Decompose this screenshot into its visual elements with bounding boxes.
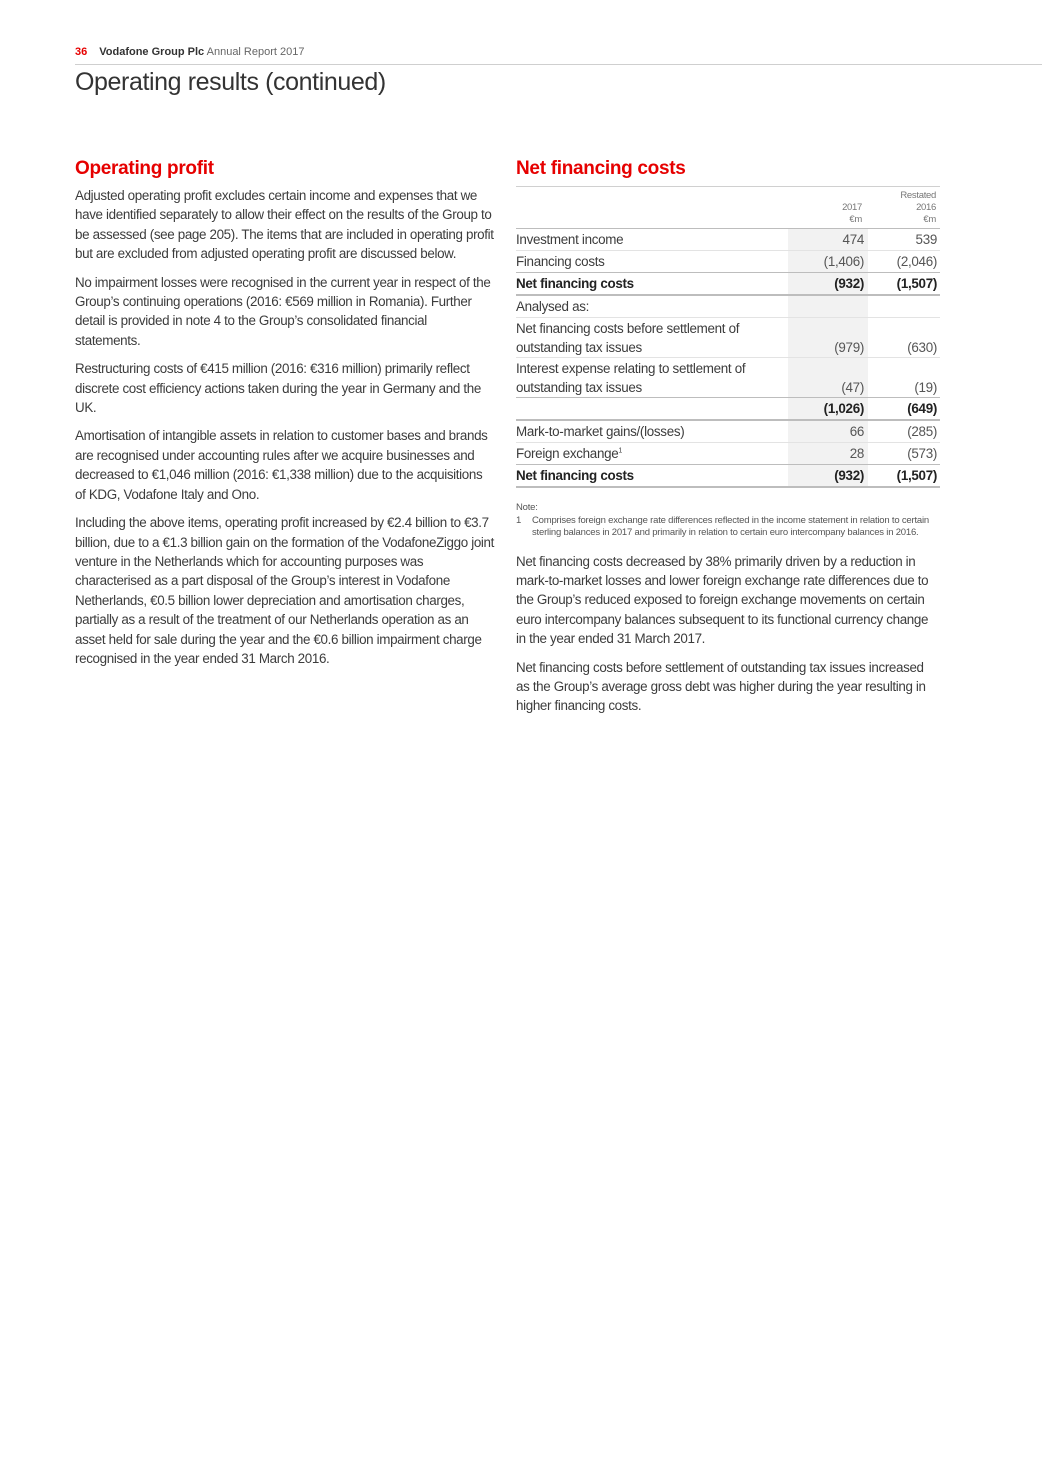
running-header (75, 46, 304, 58)
footnote (516, 515, 940, 540)
table-header-row (516, 187, 940, 229)
header-label-cell (516, 187, 788, 229)
value-2016: (1,507) (896, 468, 937, 483)
commentary (516, 552, 940, 716)
value-2016: (19) (914, 380, 937, 395)
row-label (516, 398, 788, 421)
paragraph: Restructuring costs of €415 million (2016: €316 million) primarily reflect discrete cost efficiency actions taken during the year in Germany and the UK. (75, 361, 481, 416)
report-name: Annual Report 2017 (206, 46, 305, 58)
value-2017: (932) (788, 465, 868, 488)
value-2017: 28 (788, 443, 868, 465)
value-2016 (868, 295, 940, 318)
table-notes (516, 502, 940, 540)
row-label: Analysed as: (516, 298, 590, 314)
value-2017: (932) (788, 273, 868, 296)
table-row (516, 318, 940, 358)
row-label: Mark-to-market gains/(losses) (516, 423, 685, 439)
footnote-marker: 1 (618, 447, 622, 455)
table-row-total (516, 273, 940, 296)
value-2016: (649) (907, 401, 937, 416)
note-title: Note: (516, 502, 538, 513)
paragraph: No impairment losses were recognised in the current year in respect of the Group’s continuing operations (2016: €569 million in Romania). Further detail is provided in note 4 to the Group’s consolidated financial statements. (75, 274, 491, 348)
value-2016: (1,507) (896, 276, 937, 291)
table-row (516, 229, 940, 251)
value-2016: 539 (915, 232, 937, 247)
value-2017: (979) (788, 318, 868, 358)
row-label: Net financing costs (516, 467, 634, 483)
left-column (75, 158, 495, 677)
table-row (516, 295, 940, 318)
row-label: Interest expense relating to settlement of outstanding tax issues (516, 361, 746, 395)
header-2017: 2017 €m (842, 202, 862, 225)
value-2016: (2,046) (896, 254, 937, 269)
right-column (516, 158, 940, 725)
paragraph: Net financing costs decreased by 38% primarily driven by a reduction in mark-to-market losses and lower foreign exchange rate differences due to the Group’s reduced exposed to foreign exchange movements on certain euro intercompany balances subsequent to its functional currency change in the year ended 31 March 2017. (516, 553, 929, 647)
row-label: Net financing costs before settlement of outstanding tax issues (516, 321, 740, 355)
page-title: Operating results (continued) (75, 68, 386, 96)
row-label: Investment income (516, 231, 624, 247)
value-2017: 66 (788, 420, 868, 443)
header-divider (75, 64, 1042, 65)
value-2017 (788, 295, 868, 318)
value-2016: (285) (907, 424, 937, 439)
page-number: 36 (75, 46, 88, 58)
paragraph: Net financing costs before settlement of outstanding tax issues increased as the Group’s average gross debt was higher during the year resulting in higher financing costs. (516, 659, 926, 714)
value-2016: (630) (907, 340, 937, 355)
table-row (516, 443, 940, 465)
net-financing-costs-heading: Net financing costs (516, 158, 686, 179)
table-row-total (516, 465, 940, 488)
table-row (516, 420, 940, 443)
row-label: Financing costs (516, 253, 605, 269)
company-name: Vodafone Group Plc (99, 46, 205, 58)
operating-profit-heading: Operating profit (75, 158, 214, 179)
row-label: Foreign exchange$^1$ (516, 445, 622, 461)
table-row-subtotal (516, 398, 940, 421)
footnote-text: Comprises foreign exchange rate differences reflected in the income statement in relation to certain sterling balances in 2017 and primarily in relation to certain euro intercompany balances in 2016. (532, 514, 929, 538)
paragraph: Including the above items, operating profit increased by €2.4 billion to €3.7 billion, due to a €1.3 billion gain on the formation of the VodafoneZiggo joint venture in the Netherlands which for accounting purposes was characterised as a part disposal of the Group’s interest in Vodafone Netherlands, €0.5 billion lower depreciation and amortisation charges, partially as a result of the treatment of our Netherlands operation as an asset held for sale during the year and the €0.6 billion impairment charge recognised in the year ended 31 March 2016. (75, 515, 495, 666)
header-2016: Restated 2016 €m (900, 190, 936, 225)
footnote-number: 1 (516, 514, 522, 526)
row-label: Net financing costs (516, 275, 634, 291)
value-2017: 474 (788, 229, 868, 251)
table-row (516, 358, 940, 398)
net-financing-costs-table (516, 186, 940, 488)
value-2017: (1,026) (788, 398, 868, 421)
table-row (516, 251, 940, 273)
value-2017: (47) (788, 358, 868, 398)
value-2017: (1,406) (788, 251, 868, 273)
paragraph: Amortisation of intangible assets in relation to customer bases and brands are recognised under accounting rules after we acquire businesses and decreased to €1,046 million (2016: €1,338 million) due to the acquisitions of KDG, Vodafone Italy and Ono. (75, 428, 488, 502)
paragraph: Adjusted operating profit excludes certain income and expenses that we have identified separately to allow their effect on the results of the Group to be assessed (see page 205). The items that are included in operating profit but are excluded from adjusted operating profit are discussed below. (75, 188, 494, 262)
value-2016: (573) (907, 446, 937, 461)
